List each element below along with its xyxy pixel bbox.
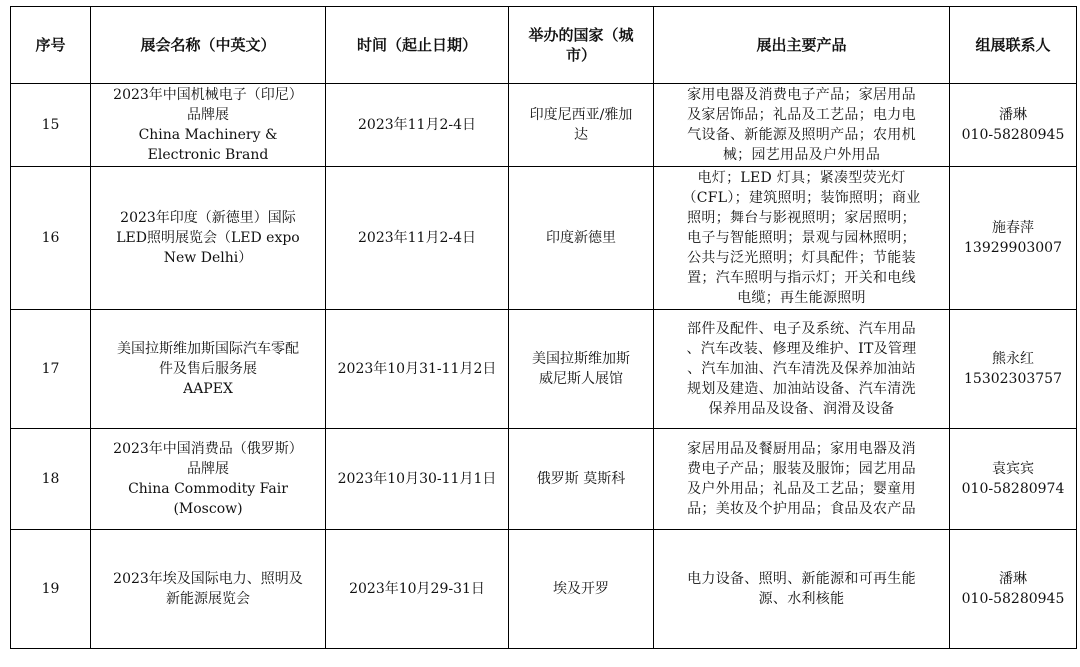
- table-row: [11, 84, 1077, 167]
- name-line: 新能源展览会: [166, 591, 250, 607]
- location-line: 达: [574, 127, 588, 143]
- exhibition-dates: 2023年10月31-11月2日: [326, 310, 509, 429]
- row-index: 19: [11, 530, 91, 649]
- exhibition-name: [91, 84, 326, 167]
- location-line: 威尼斯人展馆: [539, 371, 623, 387]
- name-line: 品牌展: [187, 461, 229, 477]
- main-products: [654, 530, 950, 649]
- row-index: 18: [11, 429, 91, 530]
- products-line: 保养用品及设备、润滑及设备: [708, 401, 895, 417]
- main-products: [654, 429, 950, 530]
- contact: [950, 530, 1077, 649]
- exhibition-dates: 2023年10月29-31日: [326, 530, 509, 649]
- exhibition-name: [91, 429, 326, 530]
- products-line: 源、水利核能: [758, 591, 845, 607]
- contact-phone: 010-58280945: [961, 127, 1065, 143]
- name-line: 2023年埃及国际电力、照明及: [113, 571, 303, 587]
- name-line: AAPEX: [183, 381, 233, 397]
- contact-name: 熊永红: [992, 351, 1034, 367]
- exhibition-dates: 2023年11月2-4日: [326, 84, 509, 167]
- contact-name: 施春萍: [992, 220, 1034, 236]
- contact-name: 袁宾宾: [992, 461, 1034, 477]
- name-line: China Commodity Fair: [128, 481, 288, 497]
- main-products: [654, 310, 950, 429]
- contact-phone: 010-58280974: [961, 481, 1065, 497]
- products-line: 家居用品及餐厨用品；家用电器及消: [687, 441, 916, 457]
- host-location: [509, 167, 654, 310]
- products-line: 及户外用品；礼品及工艺品；婴童用: [687, 481, 916, 497]
- contact-name: 潘琳: [999, 571, 1027, 587]
- location-line: 印度新德里: [546, 230, 616, 246]
- products-line: 电灯；LED 灯具；紧凑型荧光灯: [697, 170, 906, 186]
- products-line: 公共与泛光照明；灯具配件；节能装: [687, 250, 916, 266]
- contact: [950, 429, 1077, 530]
- row-index: 17: [11, 310, 91, 429]
- exhibition-name: [91, 167, 326, 310]
- products-line: 、汽车改装、修理及维护、IT及管理: [686, 341, 917, 357]
- location-line: 埃及开罗: [553, 581, 609, 597]
- products-line: 费电子产品；服装及服饰；园艺用品: [687, 461, 916, 477]
- name-line: LED照明展览会（LED expo: [116, 230, 300, 246]
- contact: [950, 167, 1077, 310]
- products-line: 照明；舞台与影视照明；家居照明；: [687, 210, 916, 226]
- exhibition-dates: 2023年11月2-4日: [326, 167, 509, 310]
- contact-name: 潘琳: [999, 107, 1027, 123]
- main-products: [654, 84, 950, 167]
- table-row: [11, 429, 1077, 530]
- table-row: [11, 530, 1077, 649]
- name-line: Electronic Brand: [147, 147, 269, 163]
- exhibition-dates: 2023年10月30-11月1日: [326, 429, 509, 530]
- table-row: [11, 310, 1077, 429]
- products-line: 电力设备、照明、新能源和可再生能: [687, 571, 916, 587]
- products-line: 部件及配件、电子及系统、汽车用品: [687, 321, 916, 337]
- contact-phone: 010-58280945: [961, 591, 1065, 607]
- products-line: 气设备、新能源及照明产品；农用机: [687, 127, 916, 143]
- name-line: 件及售后服务展: [159, 361, 257, 377]
- contact: [950, 310, 1077, 429]
- location-line: 美国拉斯维加斯: [532, 351, 630, 367]
- products-line: 及家居饰品；礼品及工艺品；电力电: [687, 107, 916, 123]
- products-line: 家用电器及消费电子产品；家居用品: [687, 87, 916, 103]
- row-index: 15: [11, 84, 91, 167]
- exhibition-name: [91, 310, 326, 429]
- contact-phone: 15302303757: [964, 371, 1062, 387]
- name-line: 品牌展: [187, 107, 229, 123]
- products-line: （CFL）；建筑照明；装饰照明；商业: [682, 190, 921, 206]
- name-line: China Machinery &: [138, 127, 278, 143]
- products-line: 规划及建造、加油站设备、汽车清洗: [687, 381, 916, 397]
- name-line: 2023年印度（新德里）国际: [120, 210, 296, 226]
- products-line: 置；汽车照明与指示灯；开关和电线: [687, 270, 916, 286]
- header-host-country: 举办的国家（城市）: [509, 7, 654, 84]
- main-products: [654, 167, 950, 310]
- products-line: 电子与智能照明；景观与园林照明；: [687, 230, 916, 246]
- header-dates: 时间（起止日期）: [326, 7, 509, 84]
- name-line: 2023年中国消费品（俄罗斯）: [113, 441, 303, 457]
- name-line: New Delhi）: [163, 250, 253, 266]
- name-line: 2023年中国机械电子（印尼）: [113, 87, 303, 103]
- header-main-products: 展出主要产品: [654, 7, 950, 84]
- host-location: [509, 310, 654, 429]
- exhibition-name: [91, 530, 326, 649]
- host-location: [509, 429, 654, 530]
- products-line: 电缆；再生能源照明: [737, 290, 866, 306]
- contact: [950, 84, 1077, 167]
- exhibition-table: [10, 6, 1077, 649]
- table-header-row: [11, 7, 1077, 84]
- products-line: 品；美妆及个护用品；食品及农产品: [687, 501, 916, 517]
- table-row: [11, 167, 1077, 310]
- name-line: 美国拉斯维加斯国际汽车零配: [117, 341, 299, 357]
- name-line: (Moscow): [173, 501, 243, 517]
- header-index: 序号: [11, 7, 91, 84]
- location-line: 印度尼西亚/雅加: [529, 107, 633, 123]
- row-index: 16: [11, 167, 91, 310]
- contact-phone: 13929903007: [964, 240, 1062, 256]
- host-location: [509, 530, 654, 649]
- products-line: 械；园艺用品及户外用品: [722, 147, 881, 163]
- products-line: 、汽车加油、汽车清洗及保养加油站: [687, 361, 916, 377]
- header-contact: 组展联系人: [950, 7, 1077, 84]
- header-exhibition-name: 展会名称（中英文）: [91, 7, 326, 84]
- location-line: 俄罗斯 莫斯科: [536, 471, 626, 487]
- host-location: [509, 84, 654, 167]
